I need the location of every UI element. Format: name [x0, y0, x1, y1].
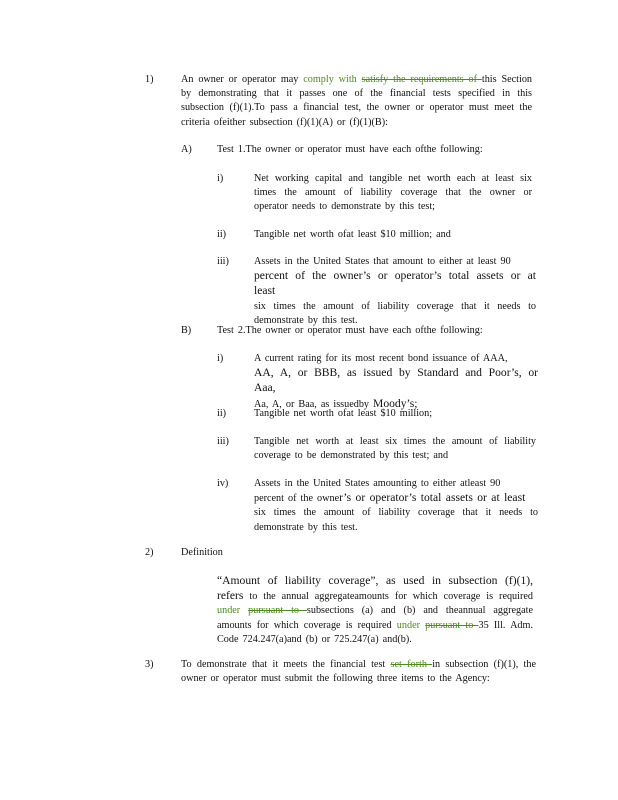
deleted-text: pursuant to: [425, 619, 479, 631]
point-text: Tangible net worth ofat least $10 million;: [254, 408, 433, 419]
item-1-text-b: this Section by demonstrating that it passes one of the financial tests specified in this subsection (f)(1).To pass a financial test, the owner or operator must meet the criteria ofeither subsection (f)(1)(A) or (f)(1)(B):: [181, 74, 533, 128]
subsection-a-heading: Test 1.The owner or operator must have each ofthe following:: [217, 144, 483, 155]
point-text: Tangible net worth ofat least $10 million; and: [254, 229, 451, 240]
item-3-text-a: To demonstrate that it meets the financial test: [181, 659, 391, 670]
definition-text-c: 35 Ill. Adm. Code 724.247(a)and (b) or 725.247(a) and(b).: [217, 619, 533, 645]
point-number: iii): [217, 256, 229, 267]
point-text-line: Assets in the United States amounting to either atleast 90: [254, 478, 501, 489]
item-3-text-b: in subsection (f)(1), the owner or operator must submit the following three items to the Agency:: [181, 659, 536, 685]
point-number: iii): [217, 436, 229, 447]
deleted-text: set forth: [390, 659, 433, 670]
inserted-text: comply with: [303, 74, 362, 85]
point-text: Net working capital and tangible net worth each at least six times the amount of liability coverage that the owner or operator needs to demonstrate by this test;: [254, 173, 532, 213]
deleted-text: pursuant to: [248, 605, 307, 617]
definition-lead: “Amount of liability coverage”, as used in subsection (f)(1), refers: [217, 574, 533, 603]
point-text: [254, 352, 538, 412]
item-1-text-a: An owner or operator may: [181, 74, 304, 85]
point-text-line: percent of the owne: [254, 493, 340, 505]
point-number: iv): [217, 478, 229, 489]
definition-text-a: to the annual aggregateamounts for which coverage is required: [249, 591, 533, 603]
subsection-letter: A): [181, 144, 192, 155]
inserted-text: under: [217, 605, 241, 617]
point-number: i): [217, 173, 224, 184]
item-number: 3): [145, 659, 154, 670]
point-number: ii): [217, 408, 227, 419]
item-3-paragraph: [181, 658, 536, 686]
point-text-line: Aa, A, or Baa, as issuedby: [254, 398, 370, 410]
subsection-b-heading: Test 2.The owner or operator must have each ofthe following:: [217, 325, 483, 336]
point-text-line: A current rating for its most recent bond issuance of AAA,: [254, 353, 508, 364]
point-text: Tangible net worth at least six times the amount of liability coverage to be demonstrated by this test; and: [254, 436, 536, 462]
point-text-line: AA, A, or BBB, as issued by Standard and Poor’s, or Aaa,: [254, 366, 538, 395]
point-text-line: Assets in the United States that amount to either at least 90: [254, 256, 511, 267]
deleted-text: satisfy the requirements of: [361, 74, 482, 85]
point-text-line: r’s or operator’s total assets or at least: [339, 491, 526, 505]
inserted-text: under: [396, 619, 420, 631]
point-number: i): [217, 353, 224, 364]
definition-paragraph: [217, 574, 533, 647]
item-1-paragraph: [181, 73, 532, 130]
item-number: 1): [145, 74, 154, 85]
point-number: ii): [217, 229, 227, 240]
subsection-letter: B): [181, 325, 192, 336]
point-text: [254, 477, 538, 535]
point-text-line: six times the amount of liability coverage that it needs to demonstrate by this test.: [254, 507, 538, 533]
point-text-line: percent of the owner’s or operator’s total assets or at least: [254, 269, 536, 298]
point-text: [254, 255, 536, 328]
point-text-line: six times the amount of liability coverage that it needs to demonstrate by this test.: [254, 300, 536, 326]
point-text-line: Moody’s;: [373, 396, 418, 410]
item-number: 2): [145, 547, 154, 558]
definition-heading: Definition: [181, 547, 223, 558]
definition-text-b: subsections (a) and (b) and theannual aggregate amounts for which coverage is required: [217, 605, 533, 631]
